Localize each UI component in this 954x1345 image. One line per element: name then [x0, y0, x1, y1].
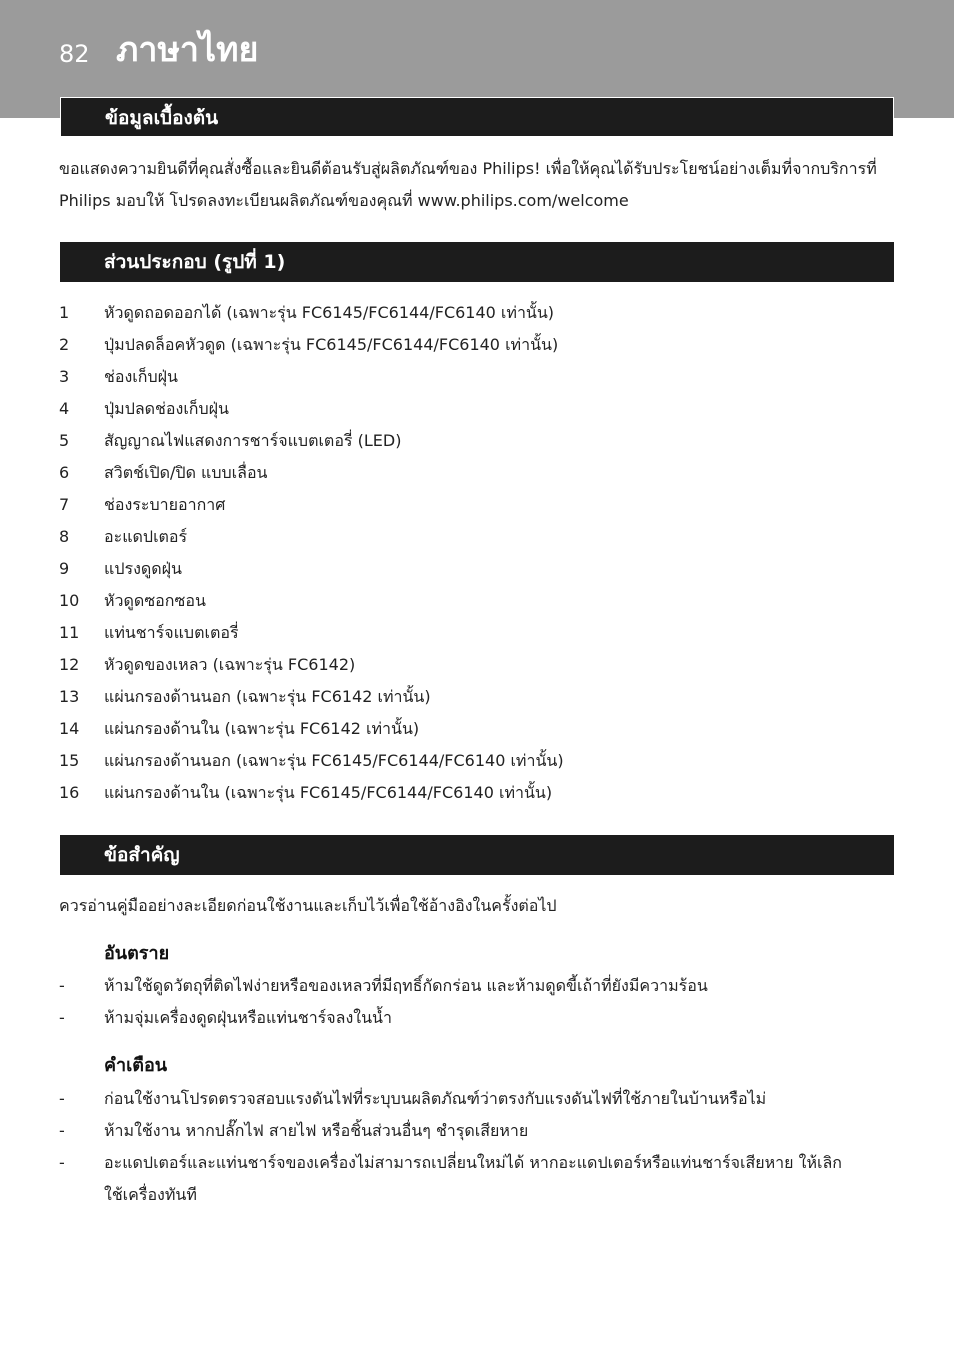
- list-item-text: หัวดูดถอดออกได้ (เฉพาะรุ่น FC6145/FC6144/FC6140 เท่านั้น): [104, 303, 555, 322]
- list-item: [59, 329, 879, 361]
- list-item-number: 16: [59, 783, 80, 802]
- list-item: [59, 1083, 849, 1115]
- important-intro: ควรอ่านคู่มืออย่างละเอียดก่อนใช้งานและเก็บไว้เพื่อใช้อ้างอิงในครั้งต่อไป: [59, 896, 557, 915]
- list-item: [59, 713, 879, 745]
- list-item-text: สวิตช์เปิด/ปิด แบบเลื่อน: [104, 463, 268, 482]
- list-item: [59, 297, 879, 329]
- bullet-dash: -: [59, 1008, 65, 1027]
- list-item-text: แผ่นกรองด้านใน (เฉพาะรุ่น FC6142 เท่านั้น): [104, 719, 420, 738]
- list-item: [59, 489, 879, 521]
- list-item-text: ห้ามใช้งาน หากปลั๊กไฟ สายไฟ หรือชิ้นส่วนอื่นๆ ชำรุดเสียหาย: [104, 1121, 529, 1140]
- list-item-text: ปุ่มปลดช่องเก็บฝุ่น: [104, 399, 229, 418]
- list-item: [59, 1115, 849, 1147]
- list-item: [59, 585, 879, 617]
- list-item-text: แผ่นกรองด้านนอก (เฉพาะรุ่น FC6145/FC6144/FC6140 เท่านั้น): [104, 751, 564, 770]
- list-item-text: อะแดปเตอร์: [104, 527, 188, 546]
- list-item-text: สัญญาณไฟแสดงการชาร์จแบตเตอรี่ (LED): [104, 431, 402, 450]
- list-item-number: 7: [59, 495, 70, 514]
- list-item: [59, 649, 879, 681]
- section-header-intro: [60, 97, 894, 137]
- list-item-number: 2: [59, 335, 70, 354]
- list-item: [59, 681, 879, 713]
- section-header-important: [60, 835, 894, 875]
- list-item: [59, 393, 879, 425]
- list-item-number: 11: [59, 623, 80, 642]
- list-item-number: 6: [59, 463, 70, 482]
- list-item: [59, 1147, 849, 1211]
- page-title: ภาษาไทย: [116, 30, 259, 70]
- section-title-parts: ส่วนประกอบ (รูปที่ 1): [104, 251, 286, 273]
- intro-paragraph: ขอแสดงความยินดีที่คุณสั่งซื้อและยินดีต้อนรับสู่ผลิตภัณฑ์ของ Philips! เพื่อให้คุณได้รับประโยชน์อย่างเต็มที่จากบริการที่ Philips มอบให้ โปรดลงทะเบียนผลิตภัณฑ์ของคุณที่ www.philips.com/welcome: [59, 159, 877, 210]
- warning-heading: คำเตือน: [104, 1055, 168, 1076]
- list-item-text: แปรงดูดฝุ่น: [104, 559, 182, 578]
- list-item-number: 14: [59, 719, 80, 738]
- list-item-text: แท่นชาร์จแบตเตอรี่: [104, 623, 239, 642]
- list-item-number: 1: [59, 303, 70, 322]
- list-item: [59, 553, 879, 585]
- section-title-important: ข้อสำคัญ: [104, 844, 180, 866]
- bullet-dash: -: [59, 1089, 65, 1108]
- list-item-text: ช่องเก็บฝุ่น: [104, 367, 178, 386]
- list-item-number: 9: [59, 559, 70, 578]
- list-item-number: 5: [59, 431, 70, 450]
- list-item: [59, 745, 879, 777]
- list-item-text: แผ่นกรองด้านนอก (เฉพาะรุ่น FC6142 เท่านั้น): [104, 687, 431, 706]
- list-item: [59, 457, 879, 489]
- list-item: [59, 521, 879, 553]
- list-item: [59, 777, 879, 809]
- list-item-text: ปุ่มปลดล็อคหัวดูด (เฉพาะรุ่น FC6145/FC6144/FC6140 เท่านั้น): [104, 335, 559, 354]
- warning-list: [59, 1083, 849, 1211]
- list-item: [59, 970, 849, 1002]
- list-item-text: ก่อนใช้งานโปรดตรวจสอบแรงดันไฟที่ระบุบนผลิตภัณฑ์ว่าตรงกับแรงดันไฟที่ใช้ภายในบ้านหรือไม่: [104, 1089, 767, 1108]
- parts-list: [59, 297, 879, 809]
- list-item-text: หัวดูดของเหลว (เฉพาะรุ่น FC6142): [104, 655, 356, 674]
- list-item-text: ช่องระบายอากาศ: [104, 495, 226, 514]
- bullet-dash: -: [59, 1153, 65, 1172]
- danger-list: [59, 970, 849, 1034]
- bullet-dash: -: [59, 1121, 65, 1140]
- list-item-number: 12: [59, 655, 80, 674]
- bullet-dash: -: [59, 976, 65, 995]
- list-item-number: 4: [59, 399, 70, 418]
- list-item-number: 10: [59, 591, 80, 610]
- list-item: [59, 617, 879, 649]
- list-item-text: ห้ามใช้ดูดวัตถุที่ติดไฟง่ายหรือของเหลวที่มีฤทธิ์กัดกร่อน และห้ามดูดขี้เถ้าที่ยังมีความร้อน: [104, 976, 708, 995]
- list-item-text: ห้ามจุ่มเครื่องดูดฝุ่นหรือแท่นชาร์จลงในน้ำ: [104, 1008, 392, 1027]
- list-item-text: หัวดูดซอกซอน: [104, 591, 206, 610]
- list-item: [59, 1002, 849, 1034]
- list-item: [59, 361, 879, 393]
- section-header-parts: [60, 242, 894, 282]
- page-number: 82: [59, 40, 90, 68]
- list-item-number: 15: [59, 751, 80, 770]
- danger-heading: อันตราย: [104, 943, 170, 964]
- list-item-text: แผ่นกรองด้านใน (เฉพาะรุ่น FC6145/FC6144/FC6140 เท่านั้น): [104, 783, 553, 802]
- section-title-intro: ข้อมูลเบื้องต้น: [105, 107, 219, 129]
- list-item-number: 3: [59, 367, 70, 386]
- list-item-number: 13: [59, 687, 80, 706]
- list-item-number: 8: [59, 527, 70, 546]
- list-item: [59, 425, 879, 457]
- list-item-text: อะแดปเตอร์และแท่นชาร์จของเครื่องไม่สามารถเปลี่ยนใหม่ได้ หากอะแดปเตอร์หรือแท่นชาร์จเสียหาย ให้เลิกใช้เครื่องทันที: [104, 1153, 842, 1204]
